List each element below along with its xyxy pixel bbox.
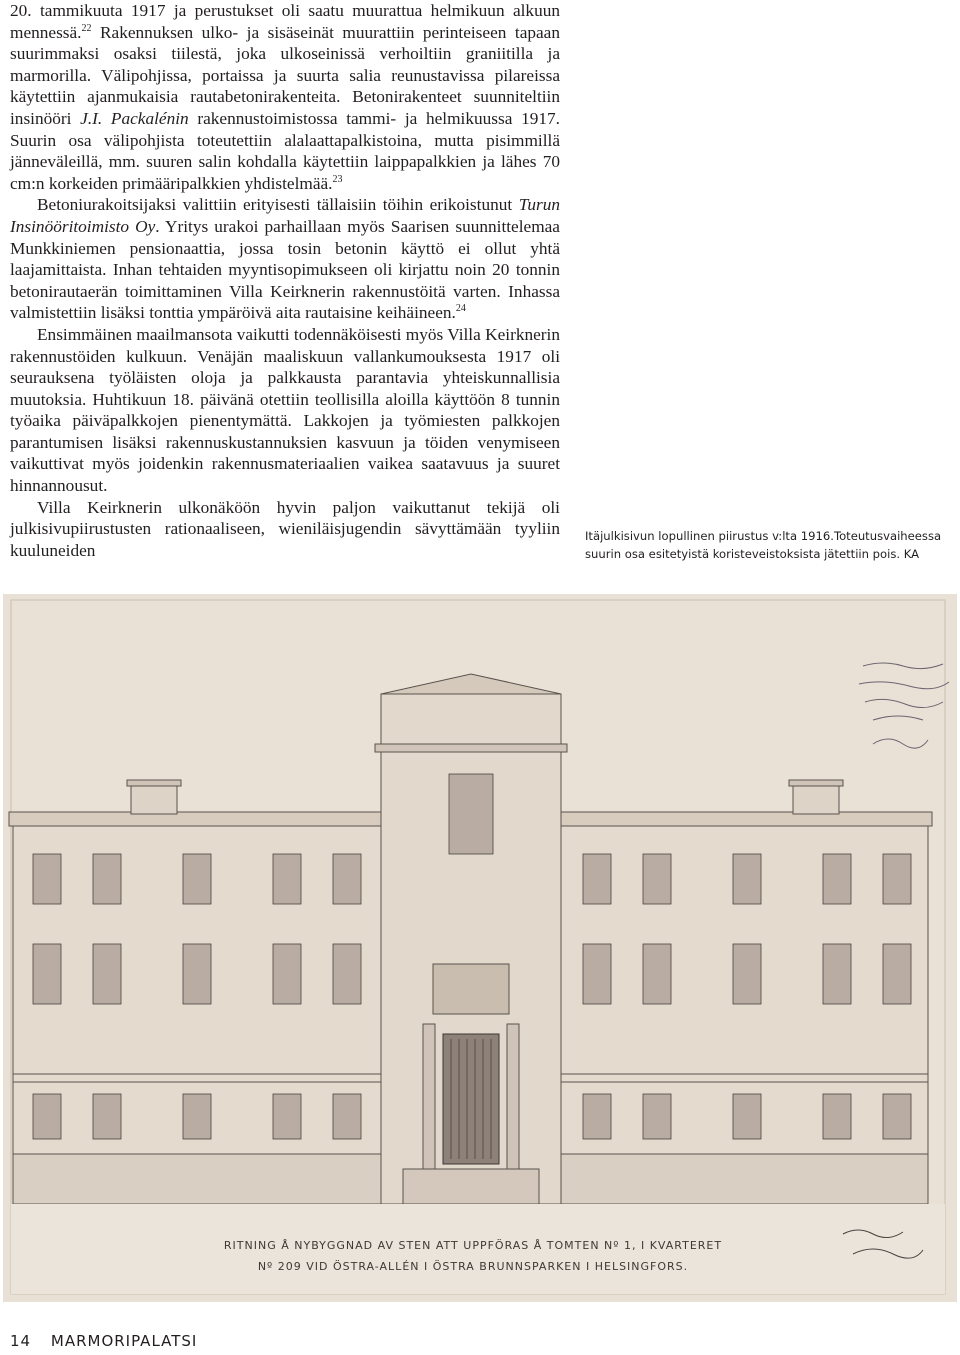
footnote-ref: 23 <box>332 173 343 185</box>
page-number: 14 <box>10 1332 32 1350</box>
text-run: Turun Insinööritoimisto Oy <box>10 195 560 236</box>
text-run: Rakennuksen ulko- ja sisäseinät muurattiin perinteiseen tapaan suurimmaksi osaksi tiilestä, joka ulkoseinissä verhoiltiin graniitilla ja marmorilla. Välipohjissa, portaissa ja suurta salia reunustavissa pilareissa käytettiin ajanmukaisia rautabetonirakenteita. Betonirakenteet suunniteltiin insinööri <box>10 22 560 128</box>
footnote-ref: 24 <box>455 303 466 315</box>
body-text <box>10 0 560 561</box>
running-title: MARMORIPALATSI <box>50 1332 198 1350</box>
text-run: Betoniurakoitsijaksi valittiin erityisesti tällaisiin töihin erikoistunut <box>37 195 519 215</box>
paragraph <box>10 194 560 324</box>
paragraph <box>10 0 560 194</box>
text-run: J.I. Packalénin <box>80 108 189 128</box>
footnote-ref: 22 <box>81 22 92 34</box>
text-run: Villa Keirknerin ulkonäköön hyvin paljon vaikuttanut tekijä oli julkisivupiirustusten rationaaliseen, wieniläisjugendin sävyttämään tyyliin kuuluneiden <box>10 497 560 560</box>
drawing-title-line2: Nº 209 VID ÖSTRA-ALLÉN I ÖSTRA BRUNNSPARKEN I HELSINGFORS. <box>257 1260 689 1273</box>
text-run: 20. tammikuuta 1917 ja perustukset oli saatu muurattua helmikuun alkuun mennessä. <box>10 1 560 42</box>
paragraph <box>10 497 560 562</box>
text-run: Ensimmäinen maailmansota vaikutti todennäköisesti myös Villa Keirknerin rakennustöiden kulkuun. Venäjän maaliskuun vallankumouksesta 1917 oli seurauksena työläisten oloja ja palkkausta parantavia yhteiskunnallisia muutoksia. Huhtikuun 18. päivänä otettiin teollisilla aloilla käyttöön 8 tunnin työaika päiväpalkkojen pienentymättä. Lakkojen ja työmiesten palkkojen parantumisen lisäksi rakennuskustannuksien kasvuun ja töiden venymiseen vaikuttivat myös joidenkin rakennusmateriaalien vaikea saatavuus ja suuret hinnannousut. <box>10 324 560 496</box>
architectural-drawing <box>3 594 957 1302</box>
drawing-title-line1: RITNING Å NYBYGGNAD AV STEN ATT UPPFÖRAS Å TOMTEN Nº 1, I KVARTERET <box>223 1239 723 1252</box>
text-run: . Yritys urakoi parhaillaan myös Saarisen suunnittelemaa Munkkiniemen pensionaattia, jossa tosin betonin käyttö ei ollut yhtä laajamittaista. Inhan tehtaiden myyntisopimukseen oli kirjattu noin 20 tonnin betonirautaerän toimittaminen Villa Keirknerin rakennustöitä varten. Inhassa valmistettiin lisäksi tonttia ympäröivä aita rautaisine keihäineen. <box>10 216 560 323</box>
figure-caption: Itäjulkisivun lopullinen piirustus v:lta 1916.Toteutusvaiheessa suurin osa esitetyistä koristeveistoksista jätettiin pois. KA <box>585 529 942 561</box>
page-footer <box>10 1332 197 1350</box>
text-run: rakennustoimistossa tammi- ja helmikuussa 1917. Suurin osa välipohjista toteutettiin alalaattapalkistoina, mutta pisimmillä jänneväleillä, mm. suuren salin kohdalla käytettiin laippapalkkien ja lähes 70 cm:n korkeiden primääripalkkien yhdistelmää. <box>10 108 560 193</box>
central-tower <box>375 674 567 1204</box>
paragraph <box>10 324 560 497</box>
